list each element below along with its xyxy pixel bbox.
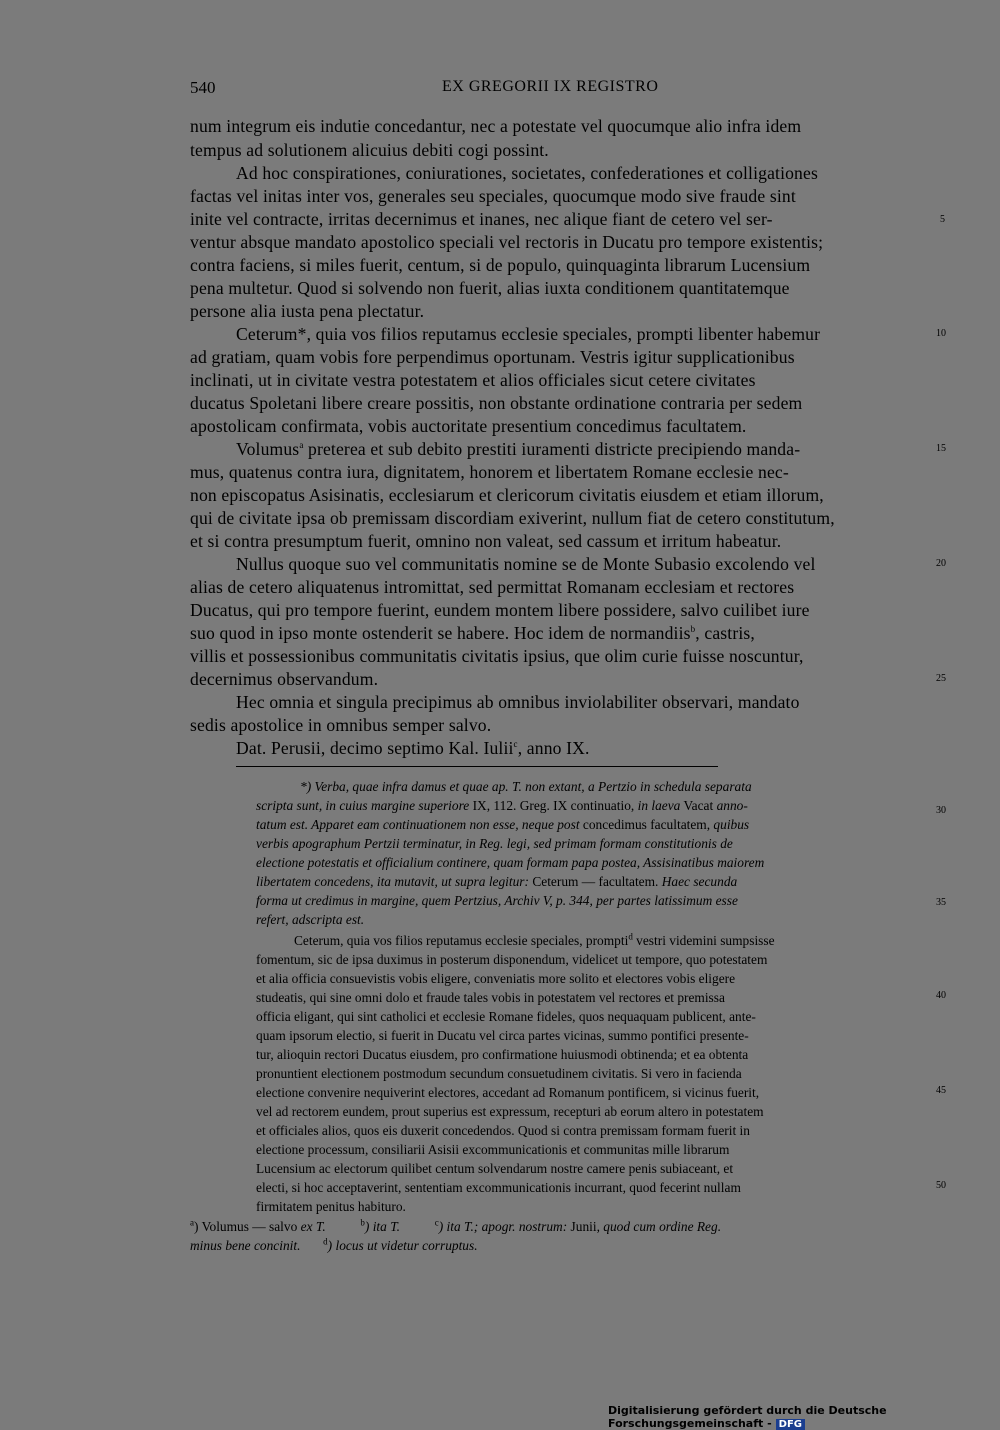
footnote-line: Ceterum, quia vos filios reputamus ecclesie speciales, prompti$^d$ vestri videmini sumpsisse bbox=[294, 931, 775, 948]
line-number: 5 bbox=[940, 214, 945, 225]
text-line: tempus ad solutionem alicuius debiti cogi possint. bbox=[190, 140, 549, 160]
line-number: 10 bbox=[936, 328, 946, 339]
footnote-line: quam ipsorum electio, si fuerit in Ducatu vel circa partes vicinas, summo pontifici presente- bbox=[256, 1028, 749, 1043]
text-line: sedis apostolice in omnibus semper salvo. bbox=[190, 715, 492, 735]
text-line: qui de civitate ipsa ob premissam discordiam exiverint, nullum fiat de cetero constitutum, bbox=[190, 508, 835, 528]
text-line: Volumus$^a$ preterea et sub debito prestiti iuramenti districte precipiendo manda- bbox=[236, 439, 801, 459]
text-line: Ducatus, qui pro tempore fuerint, eundem montem libere possidere, salvo cuilibet iure bbox=[190, 600, 810, 620]
footnote-line: et officiales alios, quos eis duxerit concedendos. Quod si contra premissam formam fuerit in bbox=[256, 1123, 750, 1138]
text-line: non episcopatus Asisinatis, ecclesiarum et clericorum civitatis eiusdem et etiam illorum, bbox=[190, 485, 824, 505]
text-line: Dat. Perusii, decimo septimo Kal. Iulii$^c$, anno IX. bbox=[236, 738, 590, 758]
text-line: contra faciens, si miles fuerit, centum, si de populo, quinquaginta librarum Lucensium bbox=[190, 255, 811, 275]
line-number: 25 bbox=[936, 673, 946, 684]
line-number: 45 bbox=[936, 1085, 946, 1096]
text-line: suo quod in ipso monte ostenderit se habere. Hoc idem de normandiis$^b$, castris, bbox=[190, 623, 755, 643]
footnote-line: electione potestatis et officialium continere, quam formam papa postea, Assisinatibus maiorem bbox=[256, 855, 765, 870]
text-line: apostolicam confirmata, vobis auctoritate presentium concedimus facultatem. bbox=[190, 416, 747, 436]
page-number: 540 bbox=[190, 78, 216, 97]
text-line: decernimus observandum. bbox=[190, 669, 379, 689]
text-line: ventur absque mandato apostolico speciali vel rectoris in Ducatu pro tempore existentis; bbox=[190, 232, 824, 252]
footnote-line: verbis apographum Pertzii terminatur, in Reg. legi, sed primam formam constitutionis de bbox=[256, 836, 733, 851]
text-line: persone alia iusta pena plectatur. bbox=[190, 301, 425, 321]
footnote-line: electione convenire nequiverint electores, accedant ad Romanum pontificem, si vicinus fuerit, bbox=[256, 1085, 760, 1100]
running-title: EX GREGORII IX REGISTRO bbox=[442, 78, 659, 95]
line-number: 20 bbox=[936, 558, 946, 569]
footnote-line: et alia officia consuevistis vobis eligere, conveniatis more solito et electores vobis eligere bbox=[256, 971, 736, 986]
note-ref-c: c bbox=[513, 739, 518, 750]
note-ref-b: b bbox=[690, 624, 696, 635]
footnote-line: firmitatem penitus habituro. bbox=[256, 1199, 406, 1214]
footnote-line: tur, alioquin rectori Ducatus eiusdem, pro confirmatione huiusmodi obtinenda; et ea obtenta bbox=[256, 1047, 749, 1062]
footnote-line: forma ut credimus in margine, quem Pertzius, Archiv V, p. 344, per partes latissimum esse bbox=[256, 893, 738, 908]
text-line: mus, quatenus contra iura, dignitatem, honorem et libertatem Romane ecclesie nec- bbox=[190, 462, 789, 482]
text-line: ducatus Spoletani libere creare possitis, non obstante ordinatione contraria per sedem bbox=[190, 393, 803, 413]
line-number: 30 bbox=[936, 805, 946, 816]
text-line: Ad hoc conspirationes, coniurationes, societates, confederationes et colligationes bbox=[236, 163, 818, 183]
footnote-line: vel ad rectorem eundem, prout superius est expressum, recepturi ab eorum altero in potestatem bbox=[256, 1104, 764, 1119]
text-line: et si contra presumptum fuerit, omnino non valeat, sed cassum et irritum habeatur. bbox=[190, 531, 782, 551]
footnote-line: refert, adscripta est. bbox=[256, 912, 365, 927]
text-line: inite vel contracte, irritas decernimus et inanes, nec alique fiant de cetero vel ser- bbox=[190, 209, 773, 229]
footnote-line: studeatis, qui sine omni dolo et fraude tales vobis in potestatem vel rectores et premissa bbox=[256, 990, 725, 1005]
footnote-line: Lucensium ac electorum quilibet centum solvendarum nostre camere penis subiaceant, et bbox=[256, 1161, 734, 1176]
text-line: alias de cetero aliquatenus intromittat, sed permittat Romanam ecclesiam et rectores bbox=[190, 577, 795, 597]
footnote-line: fomentum, sic de ipsa duximus in posterum disponendum, videlicet ut tempore, quo potestatem bbox=[256, 952, 768, 967]
footnote-rule bbox=[236, 766, 718, 767]
footnote-line: officia eligant, qui sint catholici et ecclesie Romane fideles, quos nequaquam publicent, ante- bbox=[256, 1009, 756, 1024]
digitization-footer: Digitalisierung gefördert durch die Deutsche Forschungsgemeinschaft - DFG bbox=[608, 1404, 887, 1430]
footnote-line: electione processum, consiliarii Asisii excommunicationis et communitas mille librarum bbox=[256, 1142, 730, 1157]
footnote-line: *) Verba, quae infra damus et quae ap. T. non extant, a Pertzio in schedula separata bbox=[300, 779, 752, 794]
line-number: 15 bbox=[936, 443, 946, 454]
note-line: minus bene concinit. $^d$) locus ut videtur corruptus. bbox=[190, 1236, 478, 1253]
footnote-line: pronuntient electionem postmodum secundum consuetudinem civitatis. Si vero in facienda bbox=[256, 1066, 742, 1081]
text-line: Hec omnia et singula precipimus ab omnibus inviolabiliter observari, mandato bbox=[236, 692, 800, 712]
footnote-line: electi, si hoc acceptaverint, sententiam excommunicationis incurrant, quod fecerint nullam bbox=[256, 1180, 741, 1195]
text-line: inclinati, ut in civitate vestra potestatem et alios officiales sicut cetere civitates bbox=[190, 370, 756, 390]
text-line: pena multetur. Quod si solvendo non fuerit, alias iuxta conditionem quantitatemque bbox=[190, 278, 790, 298]
line-number: 50 bbox=[936, 1180, 946, 1191]
dfg-logo: DFG bbox=[776, 1419, 805, 1430]
text-line: villis et possessionibus communitatis civitatis ipsius, que olim curie fuisse noscuntur, bbox=[190, 646, 804, 666]
line-number: 40 bbox=[936, 990, 946, 1001]
text-line: Nullus quoque suo vel communitatis nomine se de Monte Subasio excolendo vel bbox=[236, 554, 816, 574]
note-line: $^a$) Volumus — salvo ex T. $^b$) ita T. $^c$) ita T.; apogr. nostrum: Junii, quod cum ordine Reg. bbox=[190, 1217, 722, 1234]
text-line: ad gratiam, quam vobis fore perpendimus oportunam. Vestris igitur supplicationibus bbox=[190, 347, 795, 367]
text-line: Ceterum*, quia vos filios reputamus ecclesie speciales, prompti libenter habemur bbox=[236, 324, 821, 344]
note-ref-a: a bbox=[299, 440, 304, 451]
text-line: factas vel initas inter vos, generales seu speciales, quocumque modo sive fraude sint bbox=[190, 186, 796, 206]
footnote-line: scripta sunt, in cuius margine superiore IX, 112. Greg. IX continuatio, in laeva Vacat anno- bbox=[256, 798, 748, 813]
line-number: 35 bbox=[936, 897, 946, 908]
footnote-line: libertatem concedens, ita mutavit, ut supra legitur: Ceterum — facultatem. Haec secunda bbox=[256, 874, 738, 889]
text-line: num integrum eis indutie concedantur, nec a potestate vel quocumque alio infra idem bbox=[190, 116, 802, 136]
footnote-line: tatum est. Apparet eam continuationem non esse, neque post concedimus facultatem, quibus bbox=[256, 817, 750, 832]
